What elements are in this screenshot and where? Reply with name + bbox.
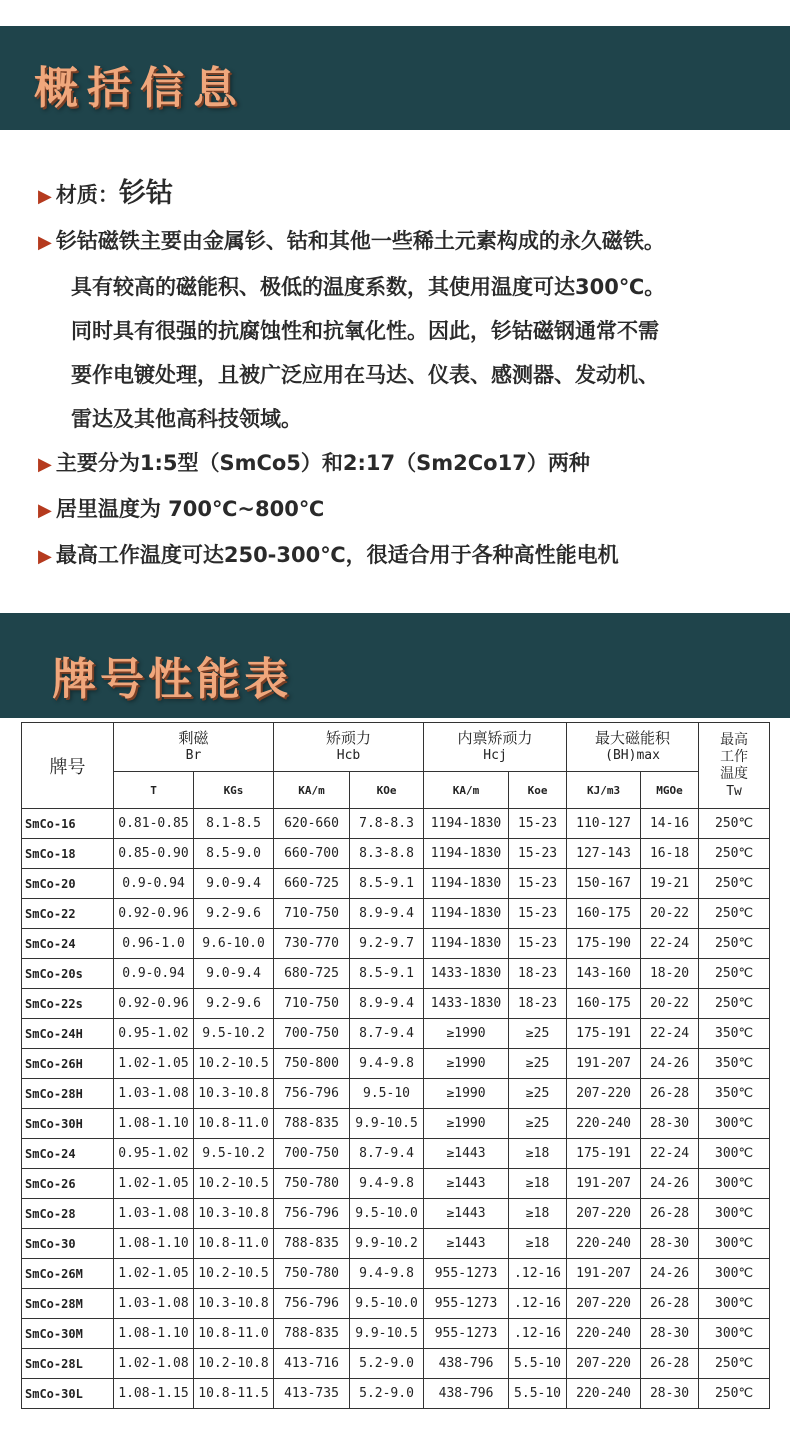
value-cell: 438-796 xyxy=(424,1379,509,1409)
header-grade: 牌号 xyxy=(22,723,114,809)
value-cell: 10.3-10.8 xyxy=(194,1289,274,1319)
value-cell: ≥1443 xyxy=(424,1199,509,1229)
value-cell: 9.9-10.2 xyxy=(350,1229,424,1259)
description-text: 钐钴磁铁主要由金属钐、钴和其他一些稀土元素构成的永久磁铁。 xyxy=(55,229,665,253)
value-cell: 955-1273 xyxy=(424,1259,509,1289)
value-cell: 756-796 xyxy=(274,1079,350,1109)
unit-header: KOe xyxy=(350,772,424,809)
value-cell: 750-780 xyxy=(274,1259,350,1289)
value-cell: 175-190 xyxy=(567,929,641,959)
value-cell: 0.9-0.94 xyxy=(114,869,194,899)
max-temp-text: 最高工作温度可达250-300℃，很适合用于各种高性能电机 xyxy=(55,543,619,567)
unit-header: KA/m xyxy=(274,772,350,809)
table-row xyxy=(22,1139,770,1169)
unit-header: Koe xyxy=(509,772,567,809)
value-cell: 19-21 xyxy=(641,869,699,899)
table-row xyxy=(22,1379,770,1409)
value-cell: 15-23 xyxy=(509,809,567,839)
value-cell: 143-160 xyxy=(567,959,641,989)
value-cell: 9.5-10.0 xyxy=(350,1199,424,1229)
header-hcb: 矫顽力 Hcb xyxy=(274,723,424,772)
value-cell: 9.9-10.5 xyxy=(350,1109,424,1139)
value-cell: 10.2-10.5 xyxy=(194,1169,274,1199)
value-cell: 18-23 xyxy=(509,989,567,1019)
value-cell: 127-143 xyxy=(567,839,641,869)
table-row xyxy=(22,989,770,1019)
table-row xyxy=(22,1289,770,1319)
grade-cell: SmCo-16 xyxy=(22,809,114,839)
value-cell: 955-1273 xyxy=(424,1289,509,1319)
value-cell: 350℃ xyxy=(699,1019,770,1049)
value-cell: 250℃ xyxy=(699,1379,770,1409)
value-cell: 26-28 xyxy=(641,1349,699,1379)
value-cell: 24-26 xyxy=(641,1169,699,1199)
value-cell: 788-835 xyxy=(274,1319,350,1349)
unit-header: KJ/m3 xyxy=(567,772,641,809)
value-cell: 5.5-10 xyxy=(509,1379,567,1409)
value-cell: 15-23 xyxy=(509,839,567,869)
value-cell: 10.8-11.5 xyxy=(194,1379,274,1409)
value-cell: 413-735 xyxy=(274,1379,350,1409)
value-cell: 0.95-1.02 xyxy=(114,1139,194,1169)
table-row xyxy=(22,1079,770,1109)
value-cell: 22-24 xyxy=(641,929,699,959)
value-cell: 300℃ xyxy=(699,1289,770,1319)
value-cell: 175-191 xyxy=(567,1019,641,1049)
value-cell: 9.2-9.6 xyxy=(194,899,274,929)
value-cell: ≥1443 xyxy=(424,1139,509,1169)
units-row xyxy=(22,772,770,809)
value-cell: 28-30 xyxy=(641,1229,699,1259)
value-cell: 18-20 xyxy=(641,959,699,989)
value-cell: 15-23 xyxy=(509,929,567,959)
value-cell: 756-796 xyxy=(274,1289,350,1319)
value-cell: 1.03-1.08 xyxy=(114,1199,194,1229)
triangle-right-icon: ▶ xyxy=(38,454,52,475)
value-cell: ≥1990 xyxy=(424,1079,509,1109)
value-cell: 250℃ xyxy=(699,839,770,869)
grade-cell: SmCo-28 xyxy=(22,1199,114,1229)
value-cell: 220-240 xyxy=(567,1379,641,1409)
value-cell: 0.92-0.96 xyxy=(114,989,194,1019)
value-cell: 22-24 xyxy=(641,1139,699,1169)
value-cell: 788-835 xyxy=(274,1229,350,1259)
value-cell: 110-127 xyxy=(567,809,641,839)
grade-cell: SmCo-20s xyxy=(22,959,114,989)
value-cell: 9.5-10 xyxy=(350,1079,424,1109)
value-cell: 220-240 xyxy=(567,1229,641,1259)
value-cell: 1.03-1.08 xyxy=(114,1289,194,1319)
value-cell: 250℃ xyxy=(699,1349,770,1379)
value-cell: 20-22 xyxy=(641,989,699,1019)
description-line: 具有较高的磁能积、极低的温度系数，其使用温度可达300℃。 xyxy=(71,275,666,299)
value-cell: 300℃ xyxy=(699,1169,770,1199)
triangle-right-icon: ▶ xyxy=(38,546,52,567)
value-cell: 24-26 xyxy=(641,1049,699,1079)
value-cell: 700-750 xyxy=(274,1019,350,1049)
value-cell: 22-24 xyxy=(641,1019,699,1049)
value-cell: ≥1990 xyxy=(424,1049,509,1079)
value-cell: 10.8-11.0 xyxy=(194,1109,274,1139)
value-cell: 350℃ xyxy=(699,1049,770,1079)
value-cell: 10.8-11.0 xyxy=(194,1229,274,1259)
info-section xyxy=(38,172,778,579)
table-row xyxy=(22,1109,770,1139)
value-cell: 1194-1830 xyxy=(424,899,509,929)
value-cell: 10.2-10.5 xyxy=(194,1259,274,1289)
value-cell: 18-23 xyxy=(509,959,567,989)
table-row xyxy=(22,869,770,899)
description-line: 雷达及其他高科技领域。 xyxy=(71,407,302,431)
value-cell: 10.8-11.0 xyxy=(194,1319,274,1349)
value-cell: 9.2-9.7 xyxy=(350,929,424,959)
value-cell: 0.85-0.90 xyxy=(114,839,194,869)
table-row xyxy=(22,929,770,959)
table-row xyxy=(22,1199,770,1229)
value-cell: 8.9-9.4 xyxy=(350,899,424,929)
description-line xyxy=(38,219,778,265)
value-cell: 730-770 xyxy=(274,929,350,959)
unit-header: KA/m xyxy=(424,772,509,809)
value-cell: 1.02-1.05 xyxy=(114,1049,194,1079)
value-cell: 9.9-10.5 xyxy=(350,1319,424,1349)
grade-table-title: 牌号性能表 xyxy=(52,654,292,705)
value-cell: 15-23 xyxy=(509,869,567,899)
max-temp-line xyxy=(38,533,778,579)
value-cell: 207-220 xyxy=(567,1079,641,1109)
value-cell: 24-26 xyxy=(641,1259,699,1289)
value-cell: ≥25 xyxy=(509,1049,567,1079)
value-cell: 8.5-9.0 xyxy=(194,839,274,869)
value-cell: 9.4-9.8 xyxy=(350,1049,424,1079)
header-hcj: 内禀矫顽力 Hcj xyxy=(424,723,567,772)
table-row xyxy=(22,1229,770,1259)
value-cell: ≥25 xyxy=(509,1109,567,1139)
value-cell: 28-30 xyxy=(641,1379,699,1409)
grade-cell: SmCo-30H xyxy=(22,1109,114,1139)
grade-cell: SmCo-26H xyxy=(22,1049,114,1079)
value-cell: 955-1273 xyxy=(424,1319,509,1349)
overview-title: 概括信息 xyxy=(34,63,246,114)
value-cell: ≥18 xyxy=(509,1229,567,1259)
value-cell: ≥18 xyxy=(509,1139,567,1169)
triangle-right-icon: ▶ xyxy=(38,186,52,207)
value-cell: 0.95-1.02 xyxy=(114,1019,194,1049)
value-cell: 9.0-9.4 xyxy=(194,959,274,989)
value-cell: 413-716 xyxy=(274,1349,350,1379)
value-cell: 700-750 xyxy=(274,1139,350,1169)
value-cell: 14-16 xyxy=(641,809,699,839)
value-cell: 1.03-1.08 xyxy=(114,1079,194,1109)
grade-cell: SmCo-24 xyxy=(22,1139,114,1169)
value-cell: 160-175 xyxy=(567,899,641,929)
value-cell: 5.2-9.0 xyxy=(350,1379,424,1409)
grade-cell: SmCo-20 xyxy=(22,869,114,899)
header-br-symbol: Br xyxy=(185,748,202,763)
grade-cell: SmCo-22s xyxy=(22,989,114,1019)
value-cell: 1.08-1.10 xyxy=(114,1109,194,1139)
value-cell: 1194-1830 xyxy=(424,839,509,869)
value-cell: 756-796 xyxy=(274,1199,350,1229)
material-value: 钐钴 xyxy=(118,178,173,209)
table-row xyxy=(22,959,770,989)
value-cell: 16-18 xyxy=(641,839,699,869)
value-cell: 220-240 xyxy=(567,1319,641,1349)
value-cell: .12-16 xyxy=(509,1289,567,1319)
value-cell: 250℃ xyxy=(699,809,770,839)
value-cell: 207-220 xyxy=(567,1199,641,1229)
value-cell: 207-220 xyxy=(567,1349,641,1379)
value-cell: 1.08-1.15 xyxy=(114,1379,194,1409)
header-bhmax-symbol: (BH)max xyxy=(605,748,660,763)
type-line xyxy=(38,441,778,487)
value-cell: 250℃ xyxy=(699,959,770,989)
header-br: 剩磁 Br xyxy=(114,723,274,772)
value-cell: 9.5-10.0 xyxy=(350,1289,424,1319)
table-row xyxy=(22,899,770,929)
value-cell: 1194-1830 xyxy=(424,869,509,899)
material-label: 材质： xyxy=(55,183,119,207)
value-cell: 710-750 xyxy=(274,899,350,929)
table-row xyxy=(22,1259,770,1289)
grade-cell: SmCo-26 xyxy=(22,1169,114,1199)
value-cell: 5.5-10 xyxy=(509,1349,567,1379)
value-cell: 710-750 xyxy=(274,989,350,1019)
value-cell: 26-28 xyxy=(641,1289,699,1319)
header-max-temp: 最高工作温度 Tw xyxy=(699,723,770,809)
header-hcb-symbol: Hcb xyxy=(336,748,361,763)
grade-table-banner xyxy=(0,613,790,718)
value-cell: 0.9-0.94 xyxy=(114,959,194,989)
value-cell: 0.96-1.0 xyxy=(114,929,194,959)
value-cell: 0.81-0.85 xyxy=(114,809,194,839)
value-cell: 1.02-1.05 xyxy=(114,1169,194,1199)
description-line: 同时具有很强的抗腐蚀性和抗氧化性。因此，钐钴磁钢通常不需 xyxy=(71,319,659,343)
table-row xyxy=(22,1019,770,1049)
value-cell: 28-30 xyxy=(641,1109,699,1139)
table-row xyxy=(22,839,770,869)
value-cell: 207-220 xyxy=(567,1289,641,1319)
grade-cell: SmCo-24 xyxy=(22,929,114,959)
value-cell: 1.08-1.10 xyxy=(114,1229,194,1259)
value-cell: 10.2-10.5 xyxy=(194,1049,274,1079)
grade-cell: SmCo-26M xyxy=(22,1259,114,1289)
value-cell: 9.6-10.0 xyxy=(194,929,274,959)
curie-text: 居里温度为 700℃~800℃ xyxy=(55,497,325,521)
value-cell: 300℃ xyxy=(699,1139,770,1169)
value-cell: ≥1990 xyxy=(424,1109,509,1139)
table-row xyxy=(22,1319,770,1349)
value-cell: 20-22 xyxy=(641,899,699,929)
value-cell: .12-16 xyxy=(509,1319,567,1349)
header-bhmax: 最大磁能积 (BH)max xyxy=(567,723,699,772)
value-cell: 750-780 xyxy=(274,1169,350,1199)
grade-cell: SmCo-28H xyxy=(22,1079,114,1109)
value-cell: 9.4-9.8 xyxy=(350,1169,424,1199)
value-cell: 220-240 xyxy=(567,1109,641,1139)
value-cell: 1.02-1.08 xyxy=(114,1349,194,1379)
value-cell: 160-175 xyxy=(567,989,641,1019)
grade-cell: SmCo-28M xyxy=(22,1289,114,1319)
value-cell: 680-725 xyxy=(274,959,350,989)
value-cell: 788-835 xyxy=(274,1109,350,1139)
grade-cell: SmCo-30 xyxy=(22,1229,114,1259)
grade-cell: SmCo-30M xyxy=(22,1319,114,1349)
value-cell: 191-207 xyxy=(567,1049,641,1079)
value-cell: 8.5-9.1 xyxy=(350,959,424,989)
value-cell: 250℃ xyxy=(699,869,770,899)
value-cell: 8.7-9.4 xyxy=(350,1019,424,1049)
value-cell: 250℃ xyxy=(699,989,770,1019)
value-cell: ≥1443 xyxy=(424,1169,509,1199)
grade-cell: SmCo-28L xyxy=(22,1349,114,1379)
material-line xyxy=(38,172,778,219)
value-cell: 1.02-1.05 xyxy=(114,1259,194,1289)
grade-cell: SmCo-24H xyxy=(22,1019,114,1049)
value-cell: 9.5-10.2 xyxy=(194,1139,274,1169)
value-cell: 300℃ xyxy=(699,1229,770,1259)
value-cell: 8.9-9.4 xyxy=(350,989,424,1019)
curie-line xyxy=(38,487,778,533)
table-body xyxy=(22,809,770,1409)
value-cell: 9.0-9.4 xyxy=(194,869,274,899)
value-cell: 150-167 xyxy=(567,869,641,899)
unit-header: T xyxy=(114,772,194,809)
type-text: 主要分为1:5型（SmCo5）和2:17（Sm2Co17）两种 xyxy=(55,451,590,475)
triangle-right-icon: ▶ xyxy=(38,232,52,253)
value-cell: 620-660 xyxy=(274,809,350,839)
value-cell: 438-796 xyxy=(424,1349,509,1379)
value-cell: 10.3-10.8 xyxy=(194,1079,274,1109)
value-cell: 250℃ xyxy=(699,929,770,959)
value-cell: ≥1443 xyxy=(424,1229,509,1259)
value-cell: ≥25 xyxy=(509,1019,567,1049)
value-cell: 350℃ xyxy=(699,1079,770,1109)
table-row xyxy=(22,1349,770,1379)
value-cell: 191-207 xyxy=(567,1169,641,1199)
value-cell: 300℃ xyxy=(699,1259,770,1289)
grade-cell: SmCo-30L xyxy=(22,1379,114,1409)
value-cell: 300℃ xyxy=(699,1199,770,1229)
header-hcj-symbol: Hcj xyxy=(483,748,507,763)
value-cell: 8.3-8.8 xyxy=(350,839,424,869)
value-cell: 5.2-9.0 xyxy=(350,1349,424,1379)
table-row xyxy=(22,1169,770,1199)
value-cell: 9.2-9.6 xyxy=(194,989,274,1019)
value-cell: 0.92-0.96 xyxy=(114,899,194,929)
grade-cell: SmCo-18 xyxy=(22,839,114,869)
grade-performance-table xyxy=(21,722,770,1409)
overview-banner xyxy=(0,26,790,130)
value-cell: 1194-1830 xyxy=(424,929,509,959)
triangle-right-icon: ▶ xyxy=(38,500,52,521)
value-cell: ≥25 xyxy=(509,1079,567,1109)
value-cell: 26-28 xyxy=(641,1079,699,1109)
grade-cell: SmCo-22 xyxy=(22,899,114,929)
value-cell: 28-30 xyxy=(641,1319,699,1349)
table-row xyxy=(22,809,770,839)
value-cell: 300℃ xyxy=(699,1109,770,1139)
value-cell: .12-16 xyxy=(509,1259,567,1289)
header-max-temp-symbol: Tw xyxy=(726,783,742,799)
unit-header: MGOe xyxy=(641,772,699,809)
value-cell: 9.4-9.8 xyxy=(350,1259,424,1289)
value-cell: 1.08-1.10 xyxy=(114,1319,194,1349)
value-cell: 9.5-10.2 xyxy=(194,1019,274,1049)
value-cell: 8.1-8.5 xyxy=(194,809,274,839)
value-cell: 191-207 xyxy=(567,1259,641,1289)
description-line: 要作电镀处理，且被广泛应用在马达、仪表、感测器、发动机、 xyxy=(71,363,659,387)
value-cell: ≥18 xyxy=(509,1199,567,1229)
value-cell: 10.2-10.8 xyxy=(194,1349,274,1379)
value-cell: 175-191 xyxy=(567,1139,641,1169)
value-cell: 1194-1830 xyxy=(424,809,509,839)
value-cell: 10.3-10.8 xyxy=(194,1199,274,1229)
value-cell: 660-725 xyxy=(274,869,350,899)
table-row xyxy=(22,1049,770,1079)
value-cell: 750-800 xyxy=(274,1049,350,1079)
value-cell: 1433-1830 xyxy=(424,989,509,1019)
value-cell: 8.7-9.4 xyxy=(350,1139,424,1169)
value-cell: 300℃ xyxy=(699,1319,770,1349)
value-cell: 15-23 xyxy=(509,899,567,929)
value-cell: 1433-1830 xyxy=(424,959,509,989)
value-cell: 660-700 xyxy=(274,839,350,869)
value-cell: ≥1990 xyxy=(424,1019,509,1049)
value-cell: 250℃ xyxy=(699,899,770,929)
unit-header: KGs xyxy=(194,772,274,809)
value-cell: 26-28 xyxy=(641,1199,699,1229)
value-cell: 8.5-9.1 xyxy=(350,869,424,899)
value-cell: ≥18 xyxy=(509,1169,567,1199)
value-cell: 7.8-8.3 xyxy=(350,809,424,839)
